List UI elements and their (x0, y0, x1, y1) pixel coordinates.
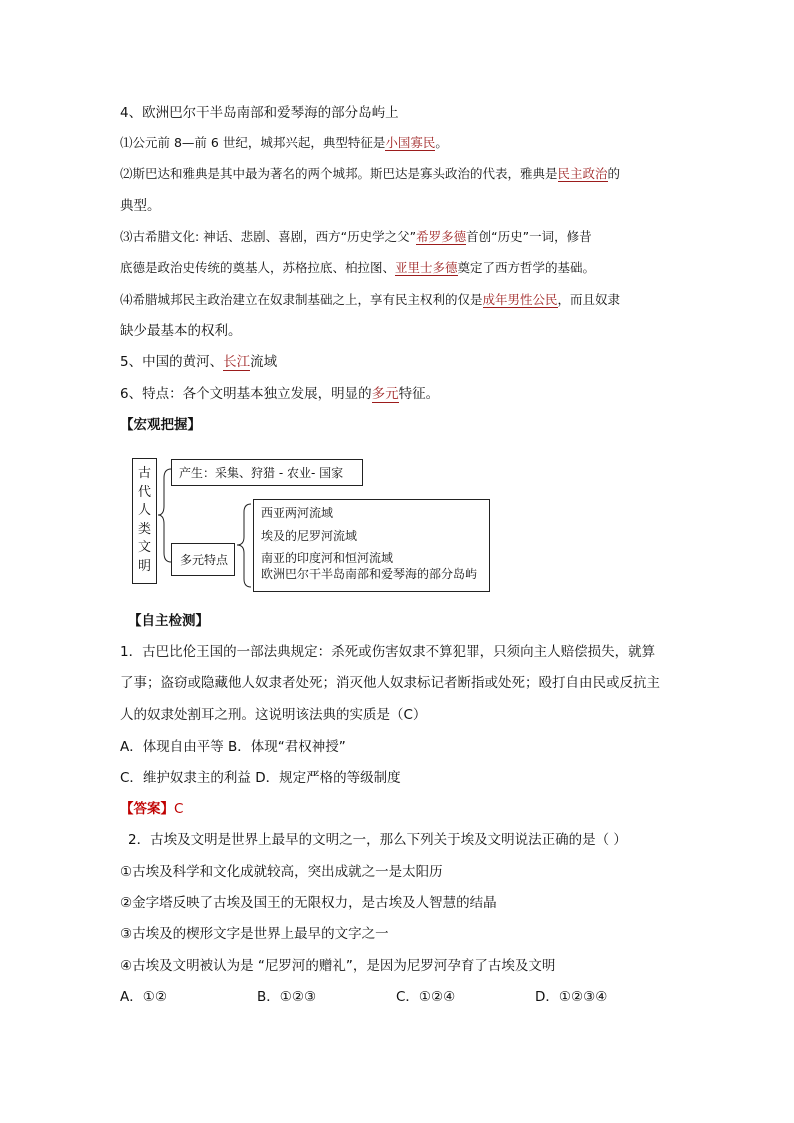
answer-blank: 小国寡民 (385, 135, 436, 150)
question-1: 1．古巴比伦王国的一部法典规定：杀死或伤害奴隶不算犯罪，只须向主人赔偿损失，就算 (120, 644, 656, 660)
answer-blank: 民主政治 (557, 166, 608, 181)
answer-blank: 亚里士多德 (395, 260, 458, 275)
point-4-text: ⑷希腊城邦民主政治建立在奴隶制基础之上，享有民主权利的仅是 (120, 292, 483, 307)
origin-label: 产生：采集、狩猎 - 农业- 国家 (179, 466, 344, 480)
trait-box (171, 543, 235, 576)
root-char: 人 (137, 503, 151, 518)
point-3-text-mid: 首创“历史”一词，修昔 (466, 229, 592, 244)
option-a: A．①② (120, 989, 167, 1005)
question-1-options-ab: A．体现自由平等 B．体现“君权神授” (120, 739, 346, 755)
line-4-europe: 4、欧洲巴尔干半岛南部和爱琴海的部分岛屿上 (120, 105, 399, 121)
root-char: 古 (137, 466, 151, 481)
line-6-feature (120, 385, 439, 403)
regions-box (253, 499, 490, 592)
origin-box (171, 459, 363, 486)
root-char: 文 (137, 540, 151, 555)
question-2: 2．古埃及文明是世界上最早的文明之一，那么下列关于埃及文明说法正确的是（ ） (128, 832, 627, 848)
point-3-line2-end: 奠定了西方哲学的基础。 (457, 260, 596, 275)
point-2-end: 的 (607, 166, 621, 181)
statement-2: ②金字塔反映了古埃及国王的无限权力，是古埃及人智慧的结晶 (120, 895, 497, 911)
question-1-options-cd: C．维护奴隶主的利益 D．规定严格的等级制度 (120, 770, 401, 786)
point-1-text: ⑴公元前 8—前 6 世纪，城邦兴起，典型特征是 (120, 135, 386, 150)
option-d: D．①②③④ (535, 989, 608, 1005)
point-1-end: 。 (435, 135, 448, 150)
region-item: 南亚的印度河和恒河流域 (261, 551, 394, 565)
line-6-text: 6、特点：各个文明基本独立发展，明显的 (120, 386, 372, 402)
point-3 (120, 228, 592, 246)
point-4-end: ，而且奴隶 (557, 292, 621, 307)
statement-4: ④古埃及文明被认为是 “尼罗河的赠礼”，是因为尼罗河孕育了古埃及文明 (120, 958, 556, 974)
point-2-line2: 典型。 (120, 198, 161, 214)
point-4 (120, 291, 620, 309)
trait-label: 多元特点 (180, 553, 229, 567)
statement-1: ①古埃及科学和文化成就较高，突出成就之一是太阳历 (120, 864, 443, 880)
root-char: 代 (137, 484, 151, 500)
trait-brace (235, 503, 253, 589)
root-char: 类 (137, 521, 151, 537)
line-5-china (120, 353, 277, 371)
diagram-root-box (132, 458, 157, 584)
point-4-line2: 缺少最基本的权利。 (120, 323, 242, 339)
option-b: B．①②③ (257, 989, 317, 1005)
answer-value: C (174, 801, 184, 817)
question-1-line3: 人的奴隶处割耳之刑。这说明该法典的实质是（C） (120, 707, 427, 723)
region-item: 埃及的尼罗河流域 (261, 529, 358, 543)
answer-blank: 长江 (223, 354, 251, 370)
diagram-root-label (133, 465, 156, 576)
answer-blank: 成年男性公民 (482, 292, 558, 307)
point-3-line2-text: 底德是政治史传统的奠基人，苏格拉底、柏拉图、 (120, 260, 396, 275)
answer-line (120, 800, 183, 818)
line-5-text: 5、中国的黄河、 (120, 354, 224, 370)
answer-blank: 希罗多德 (416, 229, 467, 244)
root-char: 明 (137, 558, 151, 574)
line-5-end: 流域 (250, 354, 278, 370)
region-item: 欧洲巴尔干半岛南部和爱琴海的部分岛屿 (261, 567, 478, 581)
section-heading-macro: 【宏观把握】 (120, 417, 201, 433)
statement-3: ③古埃及的楔形文字是世界上最早的文字之一 (120, 926, 389, 942)
section-heading-check: 【自主检测】 (128, 613, 209, 629)
answer-blank: 多元 (371, 386, 399, 402)
option-c: C．①②④ (396, 989, 456, 1005)
point-2 (120, 165, 620, 183)
point-3-line2 (120, 259, 595, 277)
point-3-text: ⑶古希腊文化: 神话、悲剧、喜剧，西方“历史学之父” (120, 229, 417, 244)
region-item: 西亚两河流域 (261, 506, 334, 520)
answer-label: 【答案】 (120, 801, 174, 817)
line-6-end: 特征。 (398, 386, 440, 402)
question-1-line2: 了事；盗窃或隐藏他人奴隶者处死；消灭他人奴隶标记者断指或处死；殴打自由民或反抗主 (120, 675, 660, 691)
point-2-text: ⑵斯巴达和雅典是其中最为著名的两个城邦。斯巴达是寡头政治的代表，雅典是 (120, 166, 558, 181)
point-1 (120, 134, 448, 152)
